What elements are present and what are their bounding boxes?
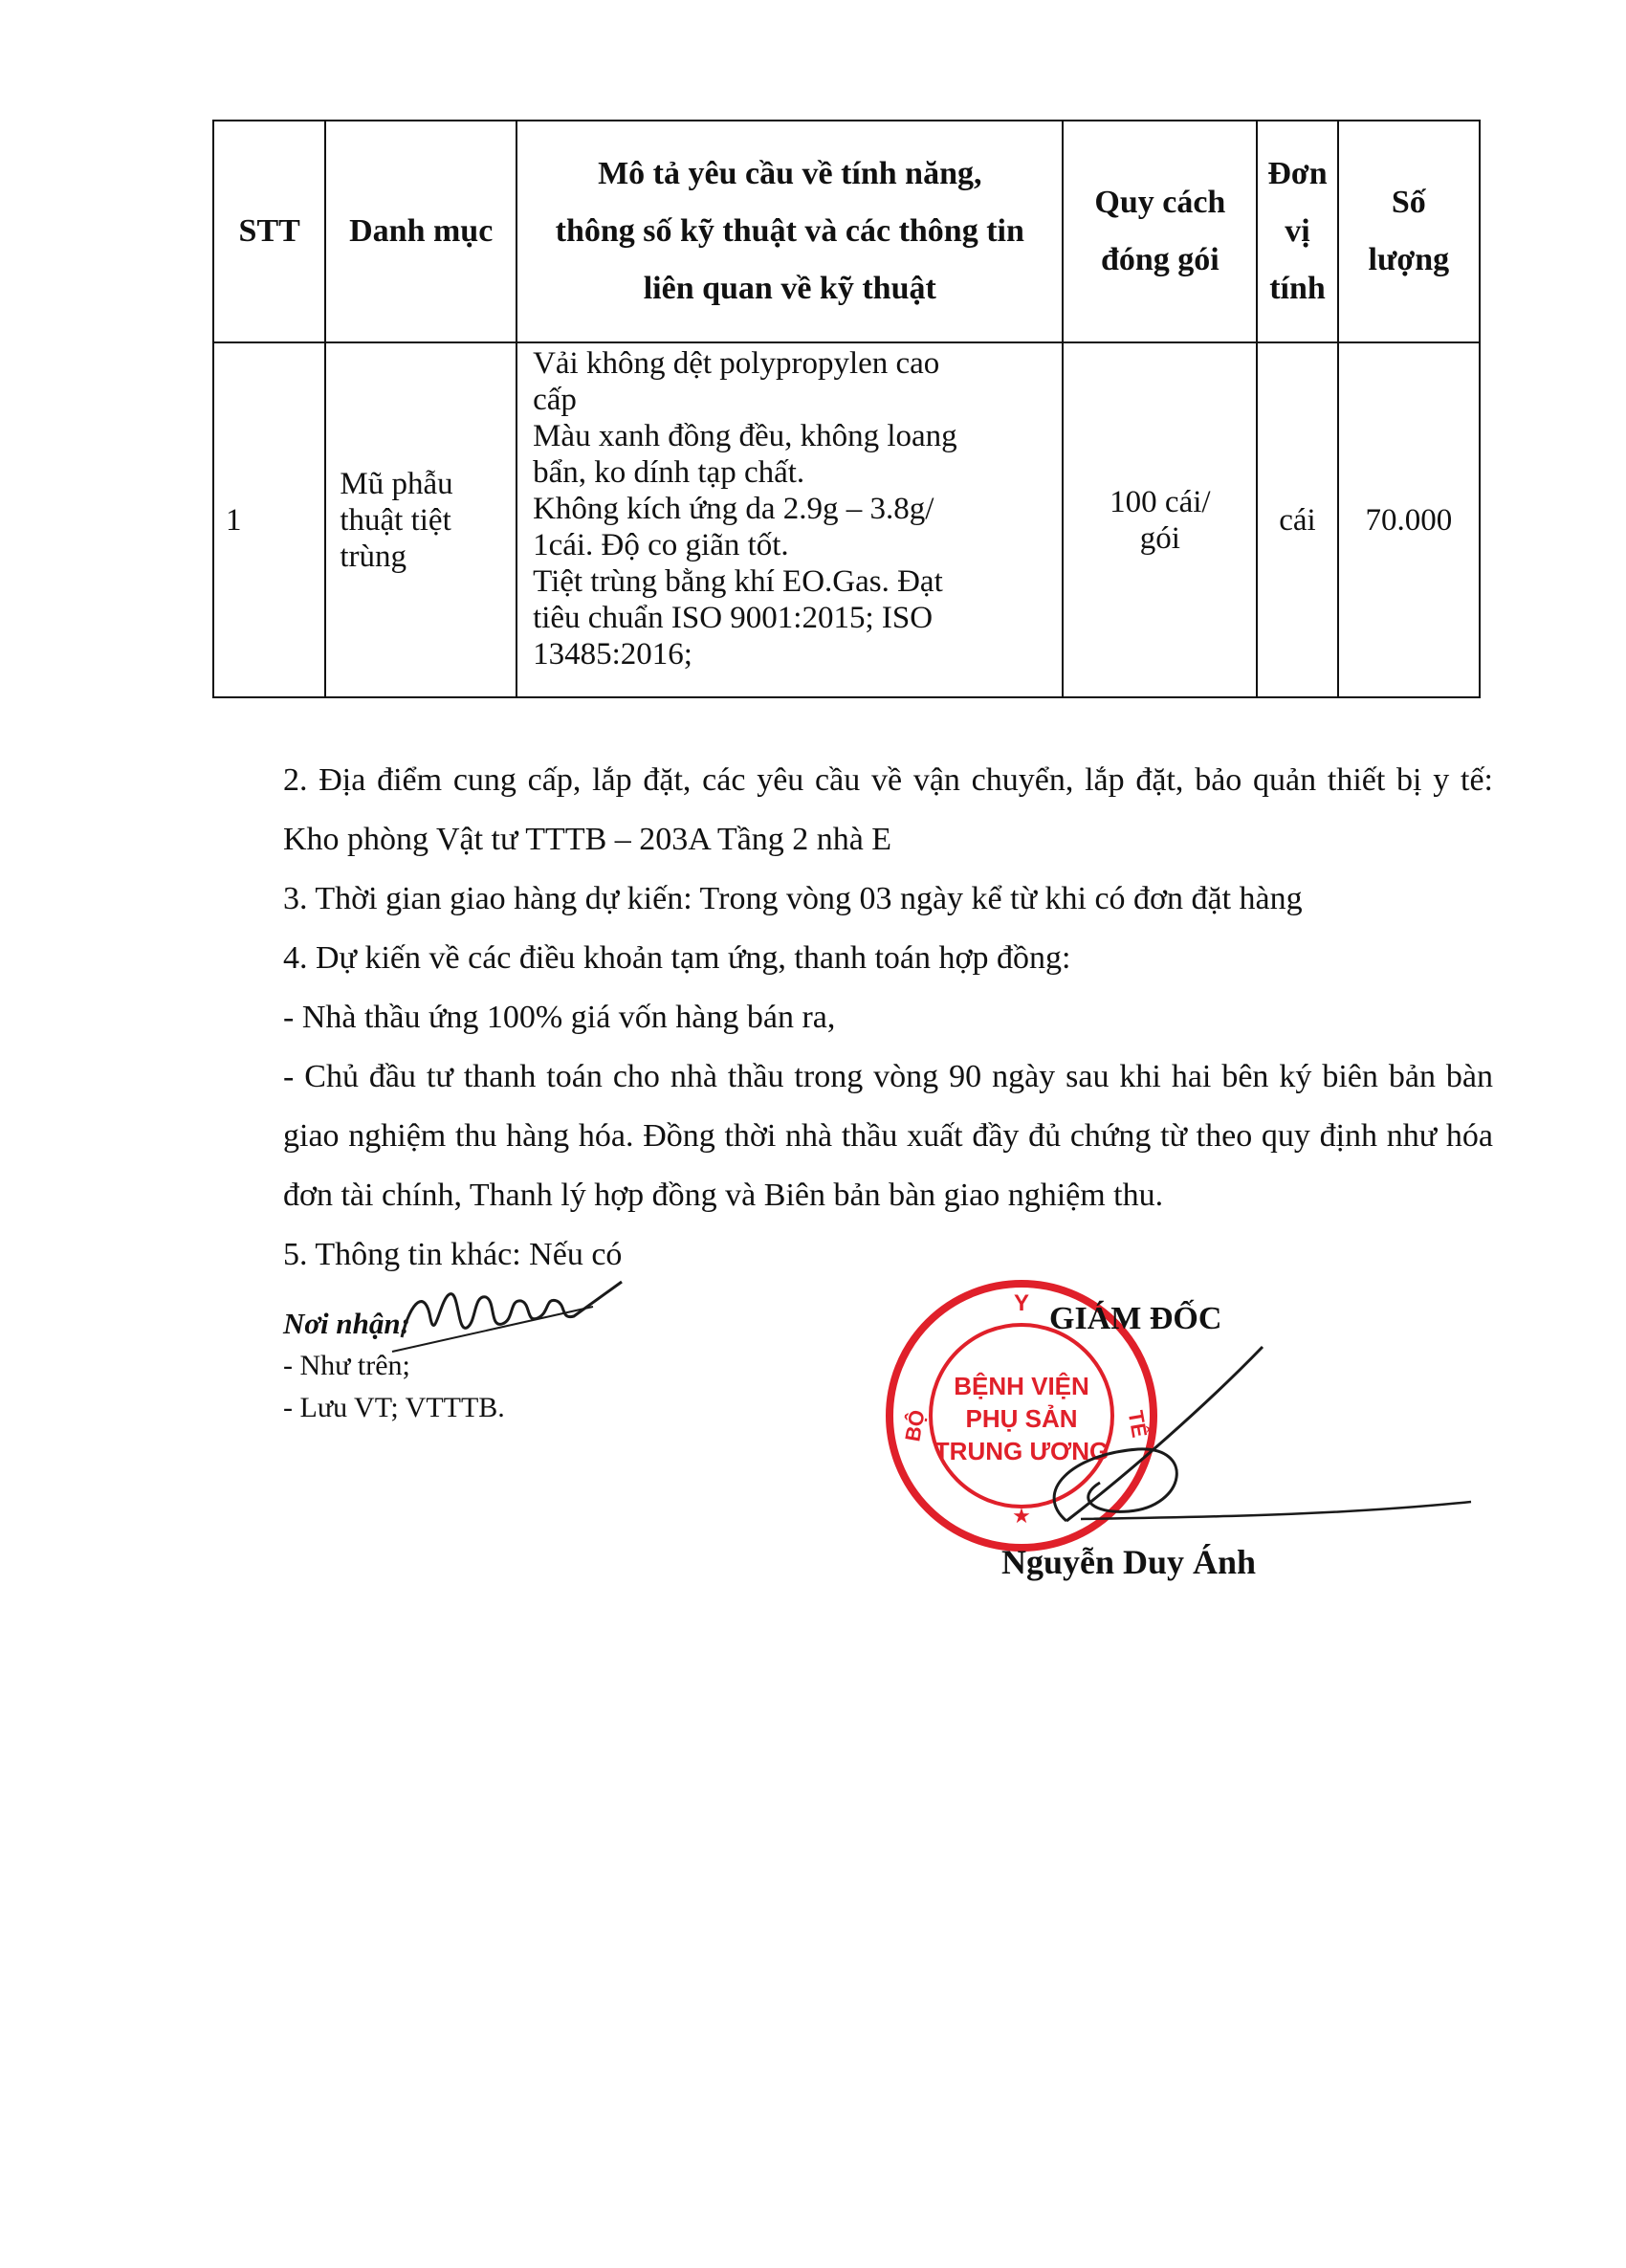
header-danh-muc: Danh mục	[325, 121, 516, 342]
cell-mo-ta-line: cấp	[533, 383, 577, 417]
table-row	[213, 342, 1480, 697]
header-don-vi	[1257, 121, 1337, 342]
cell-mo-ta-line: Màu xanh đồng đều, không loang	[533, 419, 957, 453]
paragraph-other-info: 5. Thông tin khác: Nếu có	[283, 1237, 623, 1272]
cell-danh-muc-line: trùng	[340, 539, 407, 574]
recipient-item: - Lưu VT; VTTTB.	[283, 1392, 505, 1423]
header-mo-ta-line: liên quan về kỹ thuật	[643, 271, 936, 306]
cell-mo-ta	[516, 342, 1063, 697]
header-mo-ta-line: thông số kỹ thuật và các thông tin	[555, 213, 1024, 249]
recipients-heading: Nơi nhận:	[283, 1307, 410, 1340]
cell-mo-ta-line: tiêu chuẩn ISO 9001:2015; ISO	[533, 601, 934, 635]
header-so-luong-line: Số	[1391, 185, 1426, 220]
paragraph-payment-terms: 4. Dự kiến về các điều khoản tạm ứng, thanh toán hợp đồng:	[283, 940, 1071, 976]
header-mo-ta-line: Mô tả yêu cầu về tính năng,	[598, 156, 982, 191]
specification-table	[212, 120, 1481, 698]
stamp-line: BỆNH VIỆN	[954, 1372, 1089, 1400]
stamp-ring-left: BỘ	[900, 1408, 930, 1443]
paragraph-advance: - Nhà thầu ứng 100% giá vốn hàng bán ra,	[283, 1000, 836, 1035]
header-so-luong-line: lượng	[1368, 242, 1450, 277]
cell-mo-ta-line: Không kích ứng da 2.9g – 3.8g/	[533, 492, 934, 526]
stamp-line: TRUNG ƯƠNG	[934, 1437, 1110, 1465]
star-icon: ★	[1012, 1505, 1031, 1529]
table-header-row	[213, 121, 1480, 342]
cell-don-vi: cái	[1257, 342, 1337, 697]
cell-danh-muc-line: Mũ phẫu	[340, 466, 453, 501]
signature-title: GIÁM ĐỐC	[1049, 1301, 1222, 1336]
cell-mo-ta-line: Tiệt trùng bằng khí EO.Gas. Đạt	[533, 564, 943, 599]
cell-danh-muc-line: thuật tiệt	[340, 502, 451, 538]
cell-so-luong: 70.000	[1338, 342, 1480, 697]
cell-quy-cach-line: 100 cái/	[1110, 484, 1211, 519]
header-quy-cach-line: đóng gói	[1100, 242, 1220, 277]
cell-stt: 1	[213, 342, 325, 697]
header-quy-cach	[1063, 121, 1257, 342]
stamp-ring-right: TẾ	[1123, 1408, 1153, 1440]
header-don-vi-line: vị	[1285, 213, 1310, 249]
recipient-item: - Như trên;	[283, 1350, 410, 1381]
initials-signature	[383, 1261, 631, 1366]
stamp-line: PHỤ SẢN	[965, 1404, 1078, 1433]
cell-danh-muc	[325, 342, 516, 697]
director-signature	[1014, 1330, 1492, 1530]
paragraph-payment-detail: - Chủ đầu tư thanh toán cho nhà thầu trong vòng 90 ngày sau khi hai bên ký biên bản bàn giao nghiệm thu hàng hóa. Đồng thời nhà thầu xuất đầy đủ chứng từ theo quy định như hóa đơn tài chính, Thanh lý hợp đồng và Biên bản bàn giao nghiệm thu.	[283, 1059, 1493, 1213]
cell-mo-ta-line: bẩn, ko dính tạp chất.	[533, 455, 805, 490]
signer-name: Nguyễn Duy Ánh	[1001, 1543, 1257, 1581]
header-don-vi-line: tính	[1269, 271, 1326, 306]
header-quy-cach-line: Quy cách	[1094, 185, 1226, 220]
header-stt: STT	[213, 121, 325, 342]
cell-mo-ta-line: Vải không dệt polypropylen cao	[533, 346, 940, 381]
cell-mo-ta-line: 13485:2016;	[533, 637, 692, 672]
stamp-ring-top: Y	[1013, 1290, 1030, 1316]
header-so-luong	[1338, 121, 1480, 342]
body-paragraphs	[283, 751, 1493, 1285]
paragraph-delivery-time: 3. Thời gian giao hàng dự kiến: Trong vòng 03 ngày kể từ khi có đơn đặt hàng	[283, 881, 1303, 916]
cell-quy-cach-line: gói	[1139, 520, 1180, 556]
cell-quy-cach	[1063, 342, 1257, 697]
paragraph-delivery-location: 2. Địa điểm cung cấp, lắp đặt, các yêu cầu về vận chuyển, lắp đặt, bảo quản thiết bị y tế: Kho phòng Vật tư TTTB – 203A Tầng 2 nhà E	[283, 762, 1493, 857]
header-mo-ta	[516, 121, 1063, 342]
cell-mo-ta-line: 1cái. Độ co giãn tốt.	[533, 528, 789, 562]
header-don-vi-line: Đơn	[1267, 156, 1328, 191]
